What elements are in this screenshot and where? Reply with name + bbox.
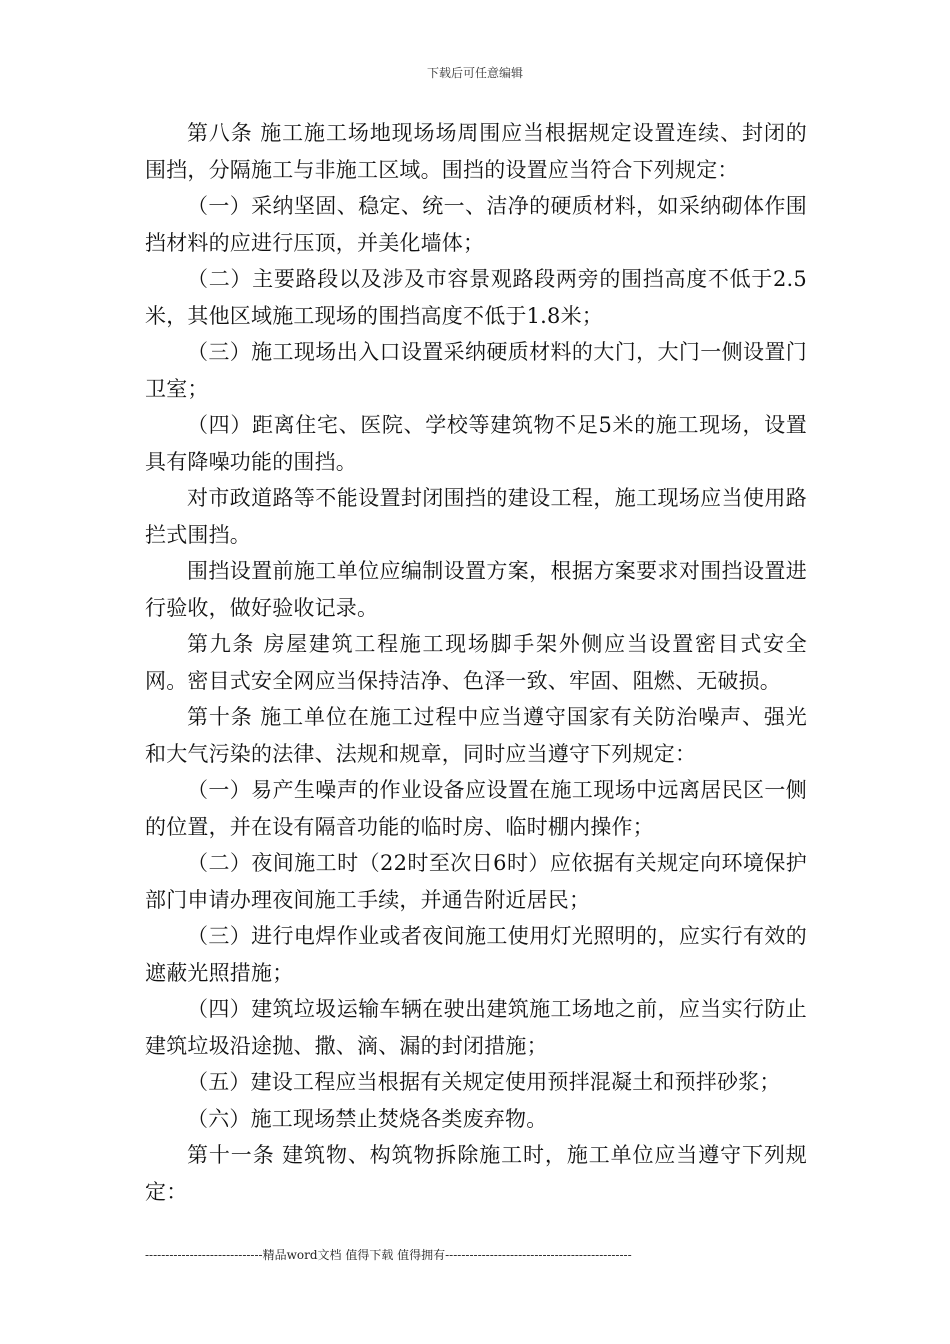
article-10-item-4: （四）建筑垃圾运输车辆在驶出建筑施工场地之前，应当实行防止建筑垃圾沿途抛、撒、滴、漏的封闭措施； — [145, 997, 807, 1058]
article-11-paragraph: 第十一条 建筑物、构筑物拆除施工时，施工单位应当遵守下列规定： — [145, 1143, 807, 1204]
article-8-paragraph: 第八条 施工施工场地现场场周围应当根据规定设置连续、封闭的围挡，分隔施工与非施工区域。围挡的设置应当符合下列规定： — [145, 121, 807, 182]
page-footer: -----------------------------精品word文档 值得下载 值得拥有---------------------------------------------- — [145, 1248, 632, 1262]
article-10-item-1: （一）易产生噪声的作业设备应设置在施工现场中远离居民区一侧的位置，并在设有隔音功能的临时房、临时棚内操作； — [145, 778, 807, 839]
article-10-item-6: （六）施工现场禁止焚烧各类废弃物。 — [187, 1106, 548, 1131]
article-9-paragraph: 第九条 房屋建筑工程施工现场脚手架外侧应当设置密目式安全网。密目式安全网应当保持洁净、色泽一致、牢固、阻燃、无破损。 — [145, 632, 807, 693]
document-body — [145, 115, 807, 1210]
article-10-paragraph: 第十条 施工单位在施工过程中应当遵守国家有关防治噪声、强光和大气污染的法律、法规和规章，同时应当遵守下列规定： — [145, 705, 807, 766]
article-8-item-1: （一）采纳坚固、稳定、统一、洁净的硬质材料，如采纳砌体作围挡材料的应进行压顶，并美化墙体； — [145, 194, 807, 255]
article-10-item-3: （三）进行电焊作业或者夜间施工使用灯光照明的，应实行有效的遮蔽光照措施； — [145, 924, 807, 985]
article-8-item-2: （二）主要路段以及涉及市容景观路段两旁的围挡高度不低于2.5米，其他区域施工现场的围挡高度不低于1.8米； — [145, 267, 807, 328]
article-8-note-1: 对市政道路等不能设置封闭围挡的建设工程，施工现场应当使用路拦式围挡。 — [145, 486, 807, 547]
page-header: 下载后可任意编辑 — [426, 66, 523, 80]
article-8-item-4: （四）距离住宅、医院、学校等建筑物不足5米的施工现场，设置具有降噪功能的围挡。 — [145, 413, 807, 474]
article-8-item-3: （三）施工现场出入口设置采纳硬质材料的大门，大门一侧设置门卫室； — [145, 340, 807, 401]
article-10-item-5: （五）建设工程应当根据有关规定使用预拌混凝土和预拌砂浆； — [187, 1070, 781, 1094]
article-8-note-2: 围挡设置前施工单位应编制设置方案，根据方案要求对围挡设置进行验收，做好验收记录。 — [145, 559, 807, 620]
article-10-item-2: （二）夜间施工时（22时至次日6时）应依据有关规定向环境保护部门申请办理夜间施工手续，并通告附近居民； — [145, 851, 807, 912]
